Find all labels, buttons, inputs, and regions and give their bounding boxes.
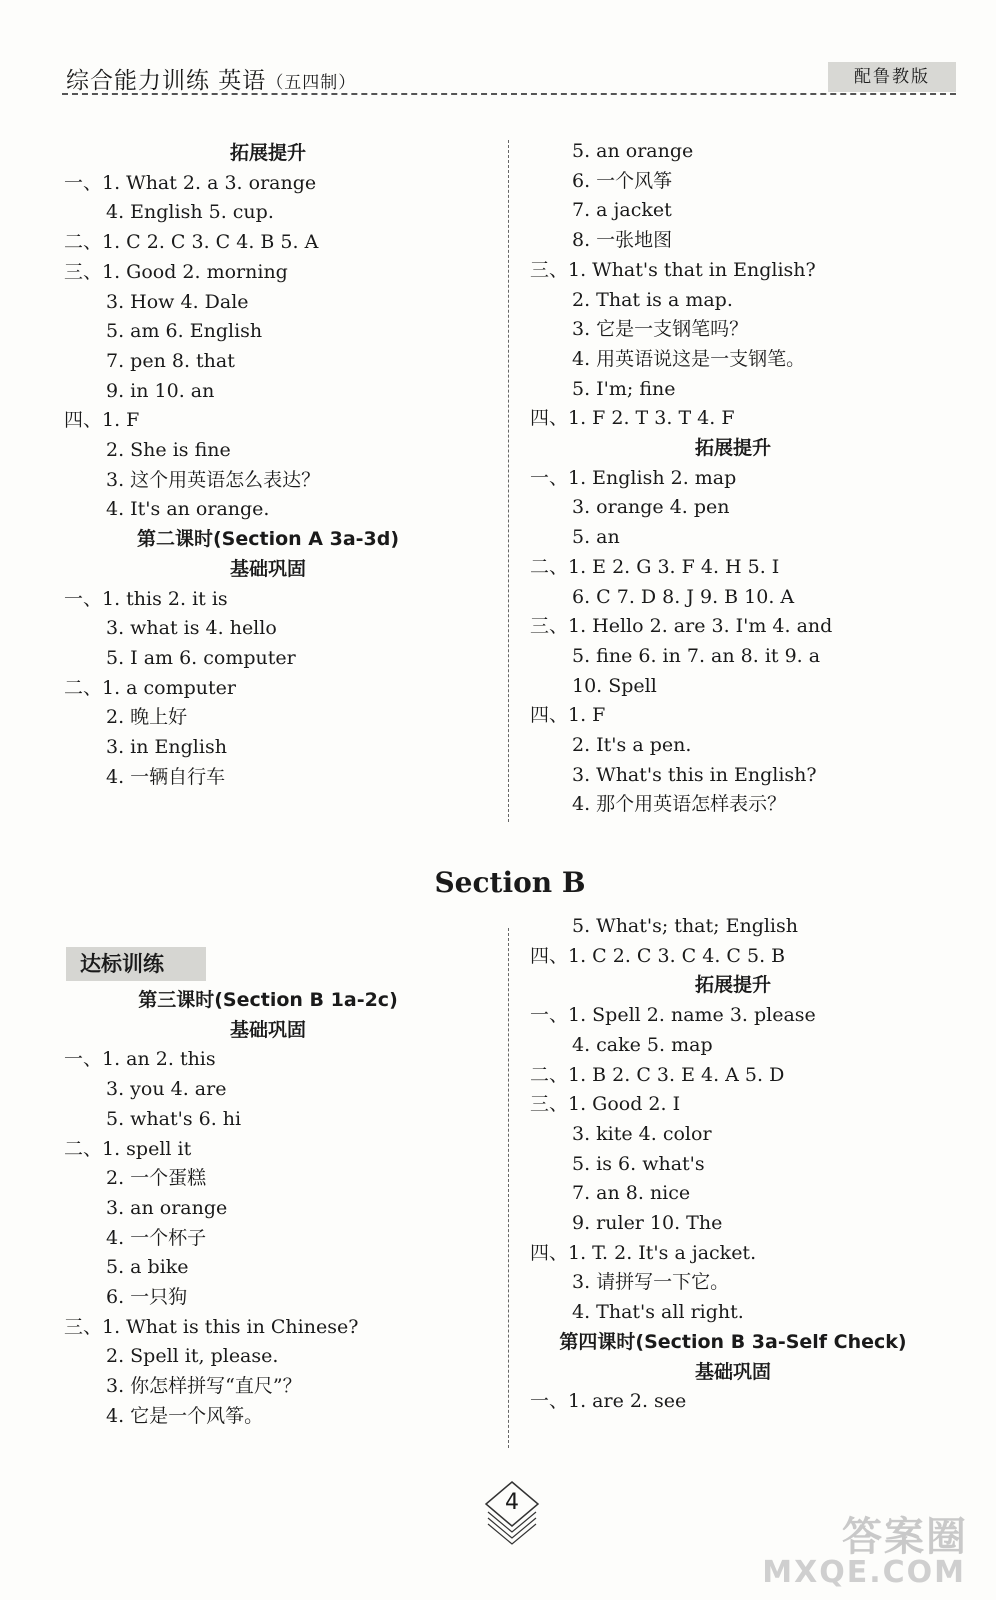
answer-line: 4. 它是一个风筝。: [106, 1404, 264, 1427]
edition-badge: 配鲁教版: [828, 62, 956, 92]
column-divider-bottom: [508, 928, 509, 1448]
answer-line: 10. Spell: [572, 674, 657, 697]
answer-line: 5. am 6. English: [106, 320, 263, 343]
answer-line: 一、1. English 2. map: [530, 466, 737, 489]
answer-line: 四、1. T. 2. It's a jacket.: [530, 1241, 757, 1264]
answer-line: 一、1. an 2. this: [64, 1048, 216, 1071]
answer-line: 4. cake 5. map: [572, 1033, 713, 1056]
answer-line: 三、1. What is this in Chinese?: [64, 1315, 359, 1338]
section-heading: 第二课时(Section A 3a-3d): [136, 528, 400, 551]
answer-line: 二、1. E 2. G 3. F 4. H 5. I: [530, 555, 780, 578]
watermark-url: MXQE.COM: [762, 1555, 966, 1590]
answer-line: 3. How 4. Dale: [106, 290, 249, 313]
answer-line: 二、1. C 2. C 3. C 4. B 5. A: [64, 231, 319, 254]
answer-line: 二、1. spell it: [64, 1137, 192, 1160]
answer-line: 5. What's; that; English: [572, 915, 798, 937]
section-heading: 基础巩固: [694, 1360, 772, 1383]
answer-line: 2. It's a pen.: [572, 734, 692, 756]
answer-line: 3. 它是一支钢笔吗？: [572, 318, 749, 341]
header-subtitle: （五四制）: [266, 73, 357, 93]
answer-line: 6. 一只狗: [106, 1286, 188, 1308]
answer-line: 二、1. B 2. C 3. E 4. A 5. D: [530, 1063, 785, 1086]
answer-line: 一、1. Spell 2. name 3. please: [530, 1004, 816, 1027]
answer-line: 四、1. C 2. C 3. C 4. C 5. B: [530, 944, 786, 967]
answer-line: 3. you 4. are: [106, 1078, 227, 1101]
section-heading: 第三课时(Section B 1a-2c): [138, 989, 398, 1011]
watermark-logo: 答案圈: [842, 1514, 968, 1560]
answer-line: 一、1. What 2. a 3. orange: [64, 171, 317, 194]
answer-line: 二、1. a computer: [64, 676, 236, 699]
answer-line: 4. It's an orange.: [106, 498, 270, 521]
answer-line: 3. What's this in English?: [572, 763, 817, 786]
answer-line: 三、1. Good 2. I: [530, 1093, 681, 1116]
answer-line: 2. 晚上好: [106, 706, 188, 729]
answer-line: 3. 这个用英语怎么表达？: [106, 468, 321, 491]
answer-line: 4. 一辆自行车: [106, 765, 226, 788]
answer-line: 5. fine 6. in 7. an 8. it 9. a: [572, 644, 821, 667]
header-title-text: 综合能力训练 英语: [66, 68, 267, 94]
section-heading: 拓展提升: [229, 142, 307, 164]
answer-line: 8. 一张地图: [572, 229, 673, 252]
answer-line: 四、1. F 2. T 3. T 4. F: [530, 407, 735, 430]
answer-line: 4. English 5. cup.: [106, 201, 274, 224]
page-number: 4: [505, 1490, 519, 1515]
answer-line: 3. in English: [106, 736, 227, 758]
header-title: [66, 62, 356, 95]
answer-line: 三、1. Hello 2. are 3. I'm 4. and: [530, 615, 833, 638]
answer-line: 四、1. F: [530, 704, 606, 727]
answer-line: 3. orange 4. pen: [572, 496, 730, 519]
section-heading: 基础巩固: [229, 557, 307, 580]
answer-line: 5. a bike: [106, 1256, 189, 1279]
section-heading: 拓展提升: [694, 437, 772, 459]
answer-line: 5. an: [572, 526, 620, 549]
section-heading: 基础巩固: [229, 1018, 307, 1041]
answer-line: 4. 那个用英语怎样表示？: [572, 793, 787, 816]
answer-line: 9. ruler 10. The: [572, 1212, 723, 1234]
answer-line: 2. 一个蛋糕: [106, 1167, 207, 1190]
answer-line: 3. an orange: [106, 1196, 228, 1219]
answer-line: 6. C 7. D 8. J 9. B 10. A: [572, 585, 795, 608]
answer-line: 7. an 8. nice: [572, 1182, 691, 1205]
answer-line: 5. I'm; fine: [572, 377, 676, 400]
answer-line: 7. a jacket: [572, 199, 672, 222]
answer-line: 4. 一个杯子: [106, 1226, 207, 1249]
header-rule: [62, 93, 956, 95]
answer-line: 5. what's 6. hi: [106, 1107, 242, 1130]
section-heading: 第四课时(Section B 3a-Self Check): [559, 1330, 907, 1353]
column-divider-top: [508, 140, 509, 822]
section-heading: 拓展提升: [694, 974, 772, 997]
section-title: Section B: [434, 866, 586, 899]
page-number-badge: [484, 1480, 540, 1536]
answer-line: 一、1. are 2. see: [530, 1390, 687, 1413]
answer-line: 2. She is fine: [106, 439, 231, 461]
dabiao-banner: 达标训练: [66, 947, 206, 981]
answer-line: 7. pen 8. that: [106, 349, 235, 372]
answer-line: 5. an orange: [572, 140, 694, 162]
answer-line: 四、1. F: [64, 409, 140, 432]
answer-line: 3. kite 4. color: [572, 1122, 712, 1145]
answer-line: 3. 你怎样拼写“直尺”？: [106, 1375, 302, 1398]
answer-line: 9. in 10. an: [106, 379, 215, 402]
answer-line: 2. Spell it, please.: [106, 1345, 279, 1368]
answer-line: 一、1. this 2. it is: [64, 587, 228, 610]
answer-line: 5. is 6. what's: [572, 1152, 705, 1175]
answer-line: 2. That is a map.: [572, 288, 733, 311]
answer-line: 3. what is 4. hello: [106, 617, 277, 640]
answer-line: 5. I am 6. computer: [106, 646, 296, 669]
answer-line: 6. 一个风筝: [572, 169, 673, 192]
answer-line: 三、1. Good 2. morning: [64, 260, 288, 283]
answer-line: 三、1. What's that in English?: [530, 258, 816, 281]
answer-line: 4. 用英语说这是一支钢笔。: [572, 347, 806, 370]
answer-line: 3. 请拼写一下它。: [572, 1271, 730, 1294]
answer-line: 4. That's all right.: [572, 1301, 744, 1324]
